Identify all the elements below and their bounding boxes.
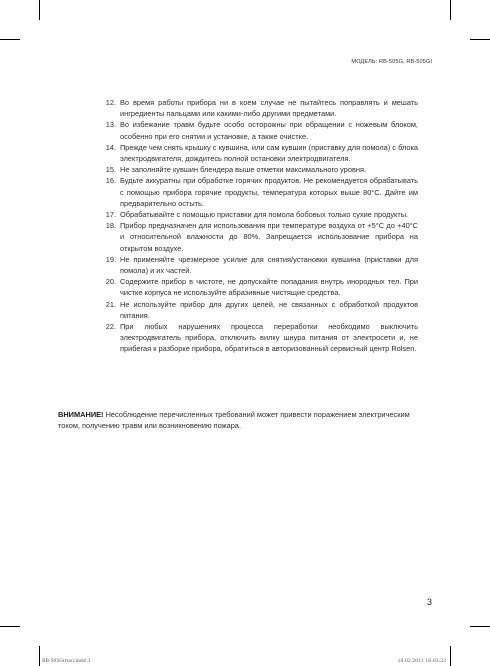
list-item [102,321,418,355]
item-number: 22. [105,322,116,332]
list-item [102,142,418,164]
item-text: При любых нарушениях процесса переработки необходимо выключить электродвигатель прибора, отключить вилку шнура питания от электросети и, не прибегая к разборке прибора, обратиться в авторизованный сервисный центр Rolsen. [120,322,418,354]
item-number: 20. [105,277,116,287]
safety-list [102,97,418,355]
model-header: МОДЕЛЬ: RB-505G, RB-505GI [351,59,432,65]
crop-mark-tl-v [39,0,40,20]
crop-mark-tr-v [450,0,451,20]
item-number: 12. [105,98,116,107]
list-item [102,175,418,209]
list-item [102,119,418,141]
item-text: Обрабатывайте с помощью приставки для помола бобовых только сухие продукты. [120,210,409,220]
crop-mark-bl-h [0,626,20,627]
list-item [102,164,418,175]
footer-file-name: RB-505G(rus).indd 3 [42,659,91,664]
item-number: 14. [105,142,116,152]
item-text: Не применяйте чрезмерное усилие для снятия/установки кувшина (приставки для помола) и их частей. [120,254,418,276]
item-number: 18. [105,221,116,231]
warning-text: Несоблюдение перечисленных требований может привести поражением электрическим током, получению травм или возникновению пожара. [58,410,410,431]
item-text: Не заполняйте кувшин блендера выше отметки максимального уровня. [120,165,367,175]
crop-mark-br-v [450,646,451,666]
item-number: 17. [105,210,116,220]
item-text: Во избежание травм будьте особо осторожны при обращении с ножевым блоком, особенно при его снятии и установке, а также очистке. [120,120,418,141]
page-number: 3 [426,597,432,607]
list-item [102,220,418,254]
item-number: 21. [105,299,116,309]
list-item [102,254,418,276]
crop-mark-tl-h [0,39,20,40]
item-text: Во время работы прибора ни в коем случае не пытайтесь поправлять и мешать ингредиенты пальцами или какими-либо другими предметами. [120,98,418,119]
crop-mark-br-h [470,626,490,627]
item-number: 15. [105,165,116,175]
crop-mark-tr-h [470,39,490,40]
list-item [102,276,418,298]
item-text: Прибор предназначен для использования при температуре воздуха от +5°С до +40°С и относительной влажности до 80%. Запрещается использование прибора на открытом воздухе. [120,221,418,253]
item-number: 13. [105,120,116,130]
item-text: Содержите прибор в чистоте, не допускайте попадания внутрь инородных тел. При чистке корпуса не используйте абразивные чистящие средства. [120,277,418,298]
item-number: 19. [105,254,116,264]
crop-mark-bl-v [39,646,40,666]
list-item [102,209,418,220]
footer-date: 18.02.2011 16:03:32 [397,659,446,664]
list-item [102,97,418,119]
warning-paragraph [58,409,418,431]
warning-label: ВНИМАНИЕ! [58,410,104,419]
item-number: 16. [105,176,116,186]
item-text: Прежде чем снять крышку с кувшина, или сам кувшин (приставку для помола) с блока электродвигателя, дождитесь полной остановки электродвигателя. [120,142,418,164]
item-text: Не используйте прибор для других целей, не связанных с обработкой продуктов питания. [120,299,418,320]
list-item [102,299,418,321]
item-text: Будьте аккуратны при обработке горячих продуктов. Не рекомендуется обрабатывать с помощью прибора горячие продукты, температура которых выше 80°С. Дайте им предварительно остыть. [120,176,418,208]
